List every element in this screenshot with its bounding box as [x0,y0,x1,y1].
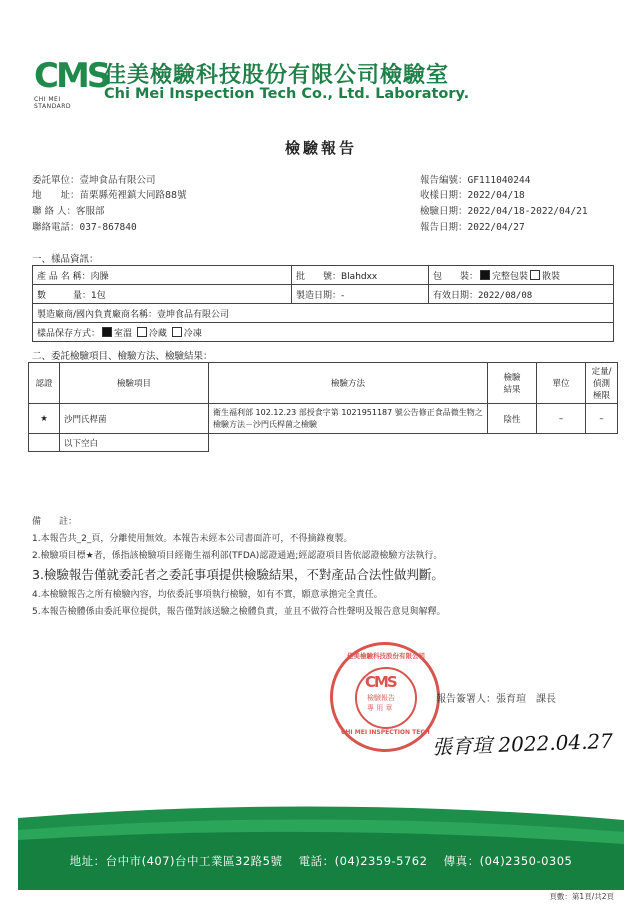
stamp-center-text: 檢驗報告 [367,694,395,702]
company-name-en: Chi Mei Inspection Tech Co., Ltd. Laboratory. [104,86,470,102]
notes-heading: 備 註： [32,517,78,527]
storage-option-chilled: 冷藏 [148,328,167,339]
package-option-complete: 完整包裝 [492,271,529,282]
test-results-table [28,362,618,452]
header-result: 檢驗 結果 [488,363,537,404]
checkbox-unchecked [172,327,182,337]
test-result: 陰性 [488,404,537,434]
expiry-date: 有效日期：2022/08/08 [429,285,614,304]
stamp-ring-text: 佳美檢驗科技股份有限公司 [347,652,425,660]
header-unit: 單位 [537,363,586,404]
sample-section-heading: 一、樣品資訊： [32,254,99,265]
stamp-en-text: CHI MEI INSPECTION TECH [341,729,430,736]
client-unit: 委託單位：壹坤食品有限公司 [32,175,156,186]
company-name-zh: 佳美檢驗科技股份有限公司檢驗室 [104,63,450,88]
note-2: 2.檢驗項目標★者，係指該檢驗項目經衛生福利部(TFDA)認證通過;經認證項目皆依認證檢驗方法執行。 [32,551,443,561]
client-contact: 聯 絡 人：客服部 [32,206,105,217]
product-name: 產 品 名 稱：肉臊 [33,266,292,285]
report-number: 報告編號：GF111040244 [420,175,531,186]
note-5: 5.本報告檢體係由委託單位提供，報告僅對該送驗之檢體負責，並且不做符合性聲明及報告意見與解釋。 [32,607,446,617]
stamp-center-text-2: 專 用 章 [367,704,393,712]
document-title: 檢驗報告 [284,139,357,157]
handwritten-signature: 張育瑄 2022.04.27 [431,728,614,760]
batch-number: 批 號：Blahdxx [292,266,429,285]
note-4: 4.本檢驗報告之所有檢驗內容，均依委託事項執行檢驗，如有不實，願意承擔完全責任。 [32,590,383,600]
cert-star: ★ [29,404,60,434]
header-item: 檢驗項目 [60,363,209,404]
storage-method [33,323,614,342]
client-phone: 聯絡電話：037-867840 [32,222,137,233]
test-item: 沙門氏桿菌 [60,404,209,434]
company-logo [34,56,109,110]
note-1: 1.本報告共_2_頁，分離使用無效。本報告未經本公司書面許可，不得摘錄複製。 [32,534,353,544]
stamp-inner-ring [355,667,417,729]
logo-subtitle: CHI MEI STANDARD [34,96,72,110]
note-3: 3.檢驗報告僅就委託者之委託事項提供檢驗結果，不對產品合法性做判斷。 [32,567,444,582]
storage-label: 樣品保存方式： [37,328,101,339]
checkbox-checked [480,270,490,280]
official-stamp [330,642,440,752]
sample-info-table [32,265,614,342]
table-row [29,404,618,434]
manufacturer: 製造廠商/國內負責廠商名稱：壹坤食品有限公司 [33,304,614,323]
package-option-bulk: 散裝 [542,271,561,282]
report-date: 報告日期：2022/04/27 [420,222,525,233]
header-method: 檢驗方法 [209,363,488,404]
blank-note: 以下空白 [60,434,209,452]
logo-mark: CMS [34,56,109,96]
footer-contact: 地址：台中市(407)台中工業區32路5號 電話：(04)2359-5762 傳真：(04)2350-0305 [69,854,573,868]
stamp-logo: CMS [365,673,396,691]
manufacture-date: 製造日期：- [292,285,429,304]
report-signer: 報告簽署人：張育瑄 課長 [436,694,556,705]
storage-option-room: 室溫 [114,328,133,339]
received-date: 收樣日期：2022/04/18 [420,190,525,201]
page-number: 頁數：第1頁/共2頁 [549,892,614,901]
checkbox-checked [102,327,112,337]
quantity: 數 量：1包 [33,285,292,304]
package-label: 包 裝： [433,271,479,282]
tests-section-heading: 二、委託檢驗項目、檢驗方法、檢驗結果： [32,351,213,362]
storage-option-frozen: 冷凍 [183,328,202,339]
test-method: 衛生福利部 102.12.23 部授食字第 1021951187 號公告修正食品微生物之檢驗方法－沙門氏桿菌之檢驗 [209,404,488,434]
test-limit: – [586,404,618,434]
package-cell [429,266,614,285]
test-unit: – [537,404,586,434]
test-date: 檢驗日期：2022/04/18-2022/04/21 [420,206,588,217]
checkbox-unchecked [530,270,540,280]
notes-block [32,514,446,621]
header-cert: 認證 [29,363,60,404]
checkbox-unchecked [137,327,147,337]
header-limit: 定量/ 偵測極限 [586,363,618,404]
client-address: 地 址：苗栗縣苑裡鎮大同路88號 [32,190,187,201]
footer-band [18,800,624,890]
